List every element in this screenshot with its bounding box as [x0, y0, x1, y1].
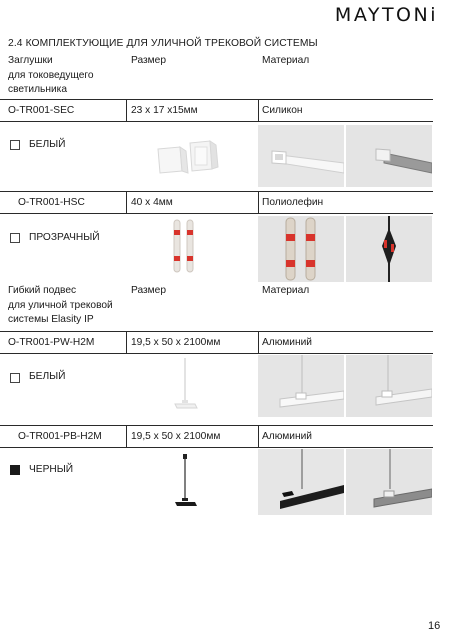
heat-shrink-wire-photo — [346, 216, 432, 282]
product-code: O-TR001-PW-H2M — [8, 337, 95, 348]
white-suspension-image — [170, 356, 200, 412]
end-cap-image — [152, 135, 222, 181]
header-col1 — [8, 284, 113, 328]
heat-shrink-close-photo — [258, 216, 344, 282]
product-code: O-TR001-SEC — [8, 105, 75, 116]
table-divider — [258, 99, 259, 122]
product-code: O-TR001-HSC — [18, 197, 85, 208]
product-size: 19,5 x 50 x 2100мм — [131, 337, 221, 348]
header-col1 — [8, 54, 94, 98]
table-divider — [126, 99, 127, 122]
page-number: 16 — [428, 620, 441, 632]
heat-shrink-tube-image — [168, 216, 200, 276]
product-code: O-TR001-PB-H2M — [18, 431, 102, 442]
header-material: Материал — [262, 55, 310, 66]
table-rule — [0, 213, 433, 214]
product-material: Алюминий — [262, 431, 312, 442]
table-divider — [258, 331, 259, 354]
black-suspension-track-photo — [258, 449, 344, 515]
product-size: 19,5 x 50 x 2100мм — [131, 431, 221, 442]
product-material: Алюминий — [262, 337, 312, 348]
table-divider — [258, 425, 259, 448]
header-col1-line: системы Elasity IP — [8, 314, 94, 325]
table-divider — [126, 425, 127, 448]
variant-checkbox — [10, 373, 20, 383]
section-title: 2.4 КОМПЛЕКТУЮЩИЕ ДЛЯ УЛИЧНОЙ ТРЕКОВОЙ СИСТЕМЫ — [8, 38, 318, 49]
product-material: Силикон — [262, 105, 303, 116]
header-col1-line: для уличной трековой — [8, 299, 113, 311]
header-col1-line: для токоведущего — [8, 69, 94, 81]
variant-checkbox — [10, 465, 20, 475]
header-size: Размер — [131, 285, 167, 296]
table-divider — [126, 191, 127, 214]
table-divider — [258, 191, 259, 214]
end-cap-white-track-photo — [258, 125, 344, 187]
table-rule — [0, 121, 433, 122]
variant-label: ЧЕРНЫЙ — [29, 464, 74, 475]
white-suspension-side-photo — [346, 355, 432, 417]
table-rule — [0, 425, 433, 426]
table-rule — [0, 191, 433, 192]
product-size: 40 x 4мм — [131, 197, 173, 208]
product-size: 23 x 17 x15мм — [131, 105, 198, 116]
variant-label: БЕЛЫЙ — [29, 139, 66, 150]
table-rule — [0, 331, 433, 332]
end-cap-grey-track-photo — [346, 125, 432, 187]
header-material: Материал — [262, 285, 310, 296]
table-rule — [0, 99, 433, 100]
black-suspension-image — [170, 452, 200, 510]
variant-checkbox — [10, 233, 20, 243]
variant-label: БЕЛЫЙ — [29, 371, 66, 382]
product-material: Полиолефин — [262, 197, 324, 208]
variant-checkbox — [10, 140, 20, 150]
brand-logo: MAYTONi — [334, 4, 438, 26]
header-col1-line: светильника — [8, 84, 67, 95]
header-col1-line: Гибкий подвес — [8, 285, 77, 296]
table-divider — [126, 331, 127, 354]
header-size: Размер — [131, 55, 167, 66]
table-rule — [0, 447, 433, 448]
black-suspension-grey-photo — [346, 449, 432, 515]
white-suspension-track-photo — [258, 355, 344, 417]
header-col1-line: Заглушки — [8, 55, 53, 66]
table-rule — [0, 353, 433, 354]
variant-label: ПРОЗРАЧНЫЙ — [29, 232, 100, 243]
